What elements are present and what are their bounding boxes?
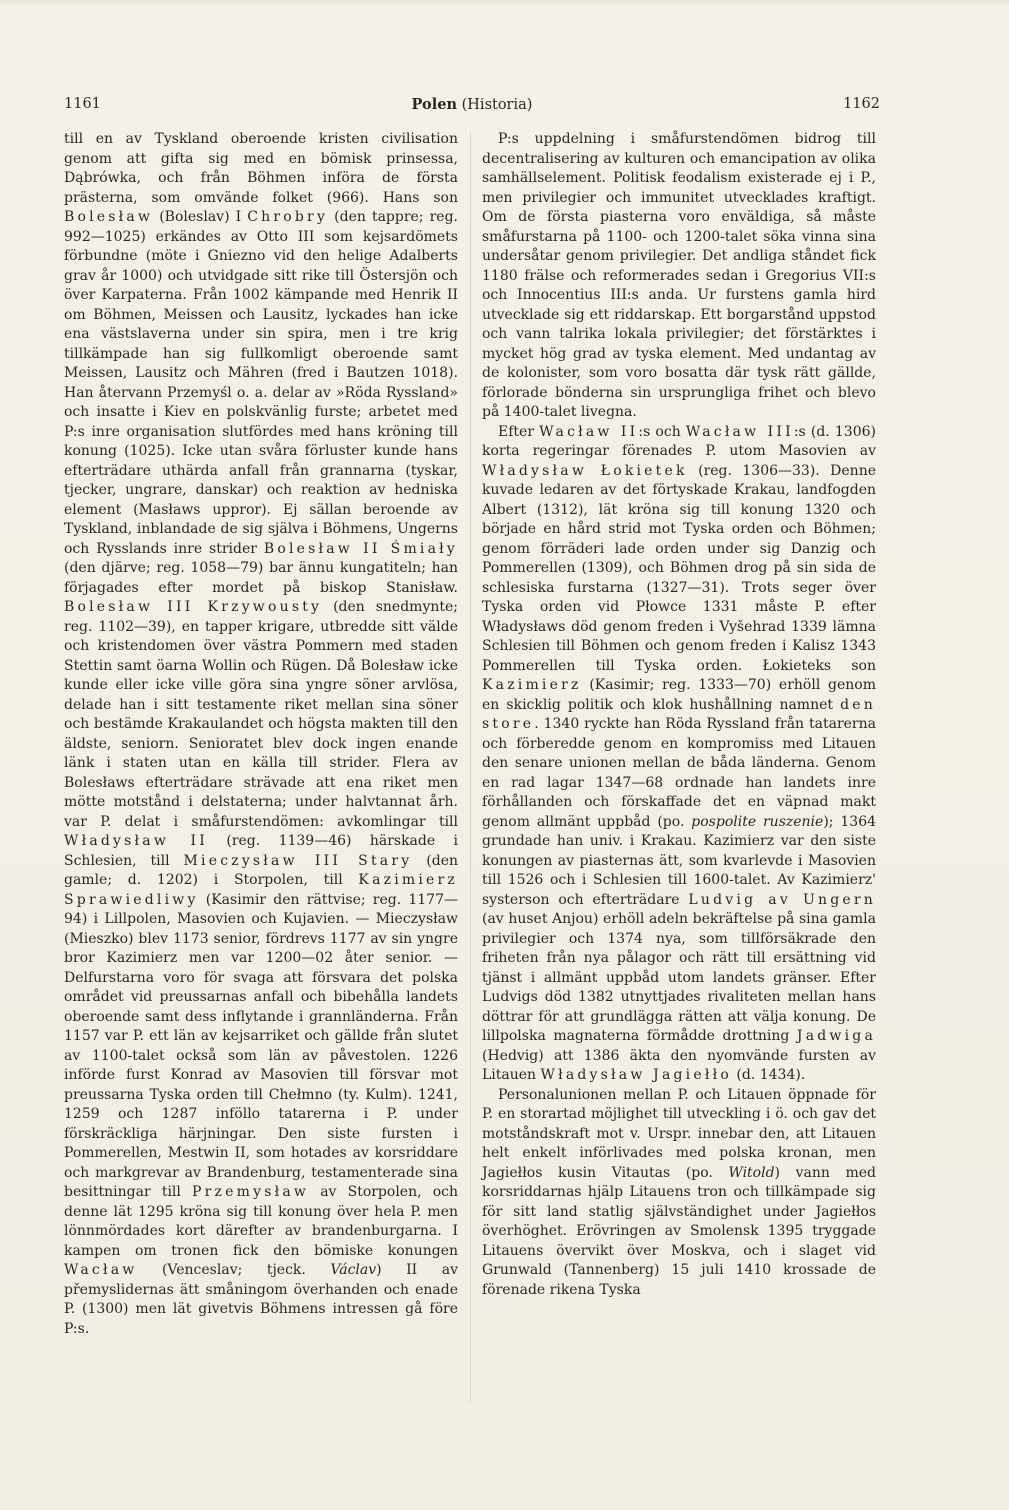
person-name: Chrobry [247,209,329,225]
left-paragraph-1: till en av Tyskland oberoende kristen civilisation genom att gifta sig med en bömisk prinsessa, Dąbrówka, och från Böhmen införa de första prästerna, som omvände folket (966). Hans son Bolesław (Boleslav) I Chrobry (den tappre; reg. 992—1025) erkändes av Otto III som kejsardömets förbundne (möte i Gniezno vid den helige Adalberts grav år 1000) och utvidgade sitt rike till Östersjön och över Karpaterna. Från 1002 kämpande med Henrik II om Böhmen, Meissen och Lausitz, lyckades han icke ena västslaverna under sin spira, men i tre krig tillkämpade han sig fullkomligt oberoende samt Meissen, Lausitz och Mähren (fred i Bautzen 1018). Han återvann Przemyśl o. a. delar av »Röda Ryssland» och insatte i Kiev en polskvänlig furste; arbetet med P:s inre organisation slutfördes med hans kröning till konung (1025). Icke utan svåra förluster kunde hans efterträdare uthärda anfall från grannarna (tyskar, tjecker, ungrare, danskar) och reaktion av hedniska element (Masławs uppror). Ej sällan beroende av Tyskland, inblandade de sig själva i Böhmens, Ungerns och Rysslands inre strider Bolesław II Śmiały (den djärve; reg. 1058—79) bar ännu kungatiteln; han förjagades efter mordet på biskop Stanisław. Bolesław III Krzywousty (den snedmynte; reg. 1102—39), en tapper krigare, utbredde sitt välde och kristendomen över västra Pommern med staden Stettin samt öarna Wollin och Rügen. Då Bolesław icke kunde eller icke ville göra sina yngre söner arvlösa, delade han i sitt testamente riket mellan sina söner och bestämde Krakaulandet och högsta makten till den äldste, seniorn. Senioratet blev dock ingen enande länk i staten utan en källa till strider. Flera av Bolesławs efterträdare strävade att ena riket men mötte motstånd i delstaterna; under halvtannat årh. var P. delat i småfurstendömen: avkomlingar till Władysław II (reg. 1139—46) härskade i Schlesien, till Mieczysław III Stary (den gamle; d. 1202) i Storpolen, till Kazimierz Sprawiedliwy (Kasimir den rättvise; reg. 1177—94) i Lillpolen, Masovien och Kujavien. — Mieczysław (Mieszko) blev 1173 senior, fördrevs 1177 av sin yngre bror Kazimierz men var 1200—02 åter senior. — Delfurstarna voro för svaga att försvara det polska området vid preussarnas anfall och bibehålla landets oberoende samt dess inflytande i grannländerna. Från 1157 var P. ett län av kejsarriket och gällde från slutet av 1100-talet också som län av påvestolen. 1226 införde furst Konrad av Masovien till försvar mot preussarna Tyska orden till Chełmno (ty. Kulm). 1241, 1259 och 1287 inföllo tatarerna i P. under förskräckliga härjningar. Den siste fursten i Pommerellen, Mestwin II, som hotades av korsriddare och markgrevar av Brandenburg, testamenterade sina besittningar till Przemysław av Storpolen, och denne lät 1295 kröna sig till konung över hela P. men lönnmördades kort därefter av brandenburgarna. I kampen om tronen fick den bömiske konungen Wacław (Venceslav; tjeck. Václav) II av přemyslidernas ätt småningom överhanden och enade P. (1300) men lät givetvis Böhmens intressen gå före P:s. [64,131,459,1337]
page-header [64,96,880,126]
running-title-sub: (Historia) [457,97,533,113]
person-name: Władysław II [64,833,209,849]
person-name: Bolesław II Śmiały [263,540,458,557]
italic-term: Witold [728,1164,775,1181]
person-name: Bolesław III Krzywousty [64,599,323,615]
person-name: Mieczysław III Stary [183,852,413,869]
right-paragraph-3: Personalunionen mellan P. och Litauen öppnade för P. en storartad möjlighet till utveckling i ö. och gav det motståndskraft mot v. Urspr. innebar den, att Litauen helt enkelt införlivades med polska kronan, men Jagiełłos kusin Vitautas (po. Witold) vann med korsriddarnas hjälp Litauens tron och tillkämpade sig för sitt land statlig självständighet under Jagiełłos överhöghet. Erövringen av Smolensk 1395 tryggade Litauens övervikt över Moskva, och i slaget vid Grunwald (Tannenberg) 15 juli 1410 krossade de förenade rikena Tyska [482,1086,876,1298]
page-top-edge [0,0,1009,6]
running-title-main: Polen [411,96,458,113]
page-number-left: 1161 [64,96,101,112]
person-name: Bolesław [64,209,154,225]
person-name: Wacław II [539,423,639,440]
person-name: Ludvig av Ungern [688,891,876,908]
running-title [64,96,880,113]
column-divider [470,132,471,1402]
person-name: Kazimierz Sprawiedliwy [64,872,458,908]
page-number-right: 1162 [843,96,880,112]
person-name: Kazimierz [482,677,582,693]
epithet: den store [482,696,876,732]
left-column [64,130,458,1339]
person-name: Przemysław [192,1184,310,1200]
person-name: Wacław III [685,423,794,440]
italic-term: pospolite ruszenie [691,813,824,830]
italic-term: Václav [330,1262,377,1278]
person-name: Władysław Łokietek [482,462,688,479]
right-paragraph-2: Efter Wacław II:s och Wacław III:s (d. 1306) korta regeringar förenades P. utom Masovien av Władysław Łokietek (reg. 1306—33). Denne kuvade ledaren av det förtyskade Krakau, landfogden Albert (1312), lät kröna sig till konung 1320 och började en hård strid mot Tyska orden och Böhmen; genom förräderi lade orden under sig Danzig och Pommerellen (1309), och Böhmen drog på sin sida de schlesiska furstarna (1327—31). Trots seger över Tyska orden vid Płowce 1331 måste P. efter Władysławs död genom freden i Vyšehrad 1339 lämna Schlesien till Böhmen och genom freden i Kalisz 1343 Pommerellen till Tyska orden. Łokieteks son Kazimierz (Kasimir; reg. 1333—70) erhöll genom en skicklig politik och klok hushållning namnet den store. 1340 ryckte han Röda Ryssland från tatarerna och förberedde genom en kompromiss med Litauen den senare unionen mellan de båda länderna. Genom en rad lagar 1347—68 ordnade han landets inre förhållanden och förskaffade det en väpnad makt genom allmänt uppbåd (po. pospolite ruszenie); 1364 grundade han univ. i Krakau. Kazimierz var den siste konungen av piasternas ätt, som kvarlevde i Masovien till 1526 och i Schlesien till 1600-talet. Av Kazimierz' systerson och efterträdare Ludvig av Ungern (av huset Anjou) erhöll adeln bekräftelse på sina gamla privilegier och 1374 nya, som tillförsäkrade den friheten från nya pålagor och rätt till ersättning vid tjänst i allmänt uppbåd utom landets gränser. Efter Ludvigs död 1382 utnyttjades rivaliteten mellan hans döttrar för att grundlägga rätten att välja konung. De lillpolska magnaterna förmådde drottning Jadwiga (Hedvig) att 1386 äkta den nyomvände fursten av Litauen Władysław Jagiełło (d. 1434). [482,423,877,1083]
right-paragraph-1: P:s uppdelning i småfurstendömen bidrog till decentralisering av kulturen och emancipation av olika samhällselement. Politisk feodalism existerade ej i P., men privilegier och immunitet utvecklades kraftigt. Om de första piasterna voro enväldiga, så måste småfurstarna på 1100- och 1200-talet söka vinna sina undersåtar genom privilegier. Det andliga ståndet fick 1180 frälse och reformerades sedan i Gregorius VII:s och Innocentius III:s anda. Ur furstens gamla hird utvecklade sig ett riddarskap. Ett borgarstånd uppstod och vann talrika lokala privilegier; det förstärktes i mycket hög grad av tyska element. Med undantag av de kolonister, som voro bosatta där tysk rätt gällde, förlorade bönderna sin ursprungliga frihet och blevo på 1400-talet livegna. [482,131,876,420]
person-name: Władysław Jagiełło [540,1067,732,1083]
person-name: Wacław [64,1262,138,1278]
person-name: Jadwiga [796,1028,876,1044]
right-column [482,130,876,1300]
